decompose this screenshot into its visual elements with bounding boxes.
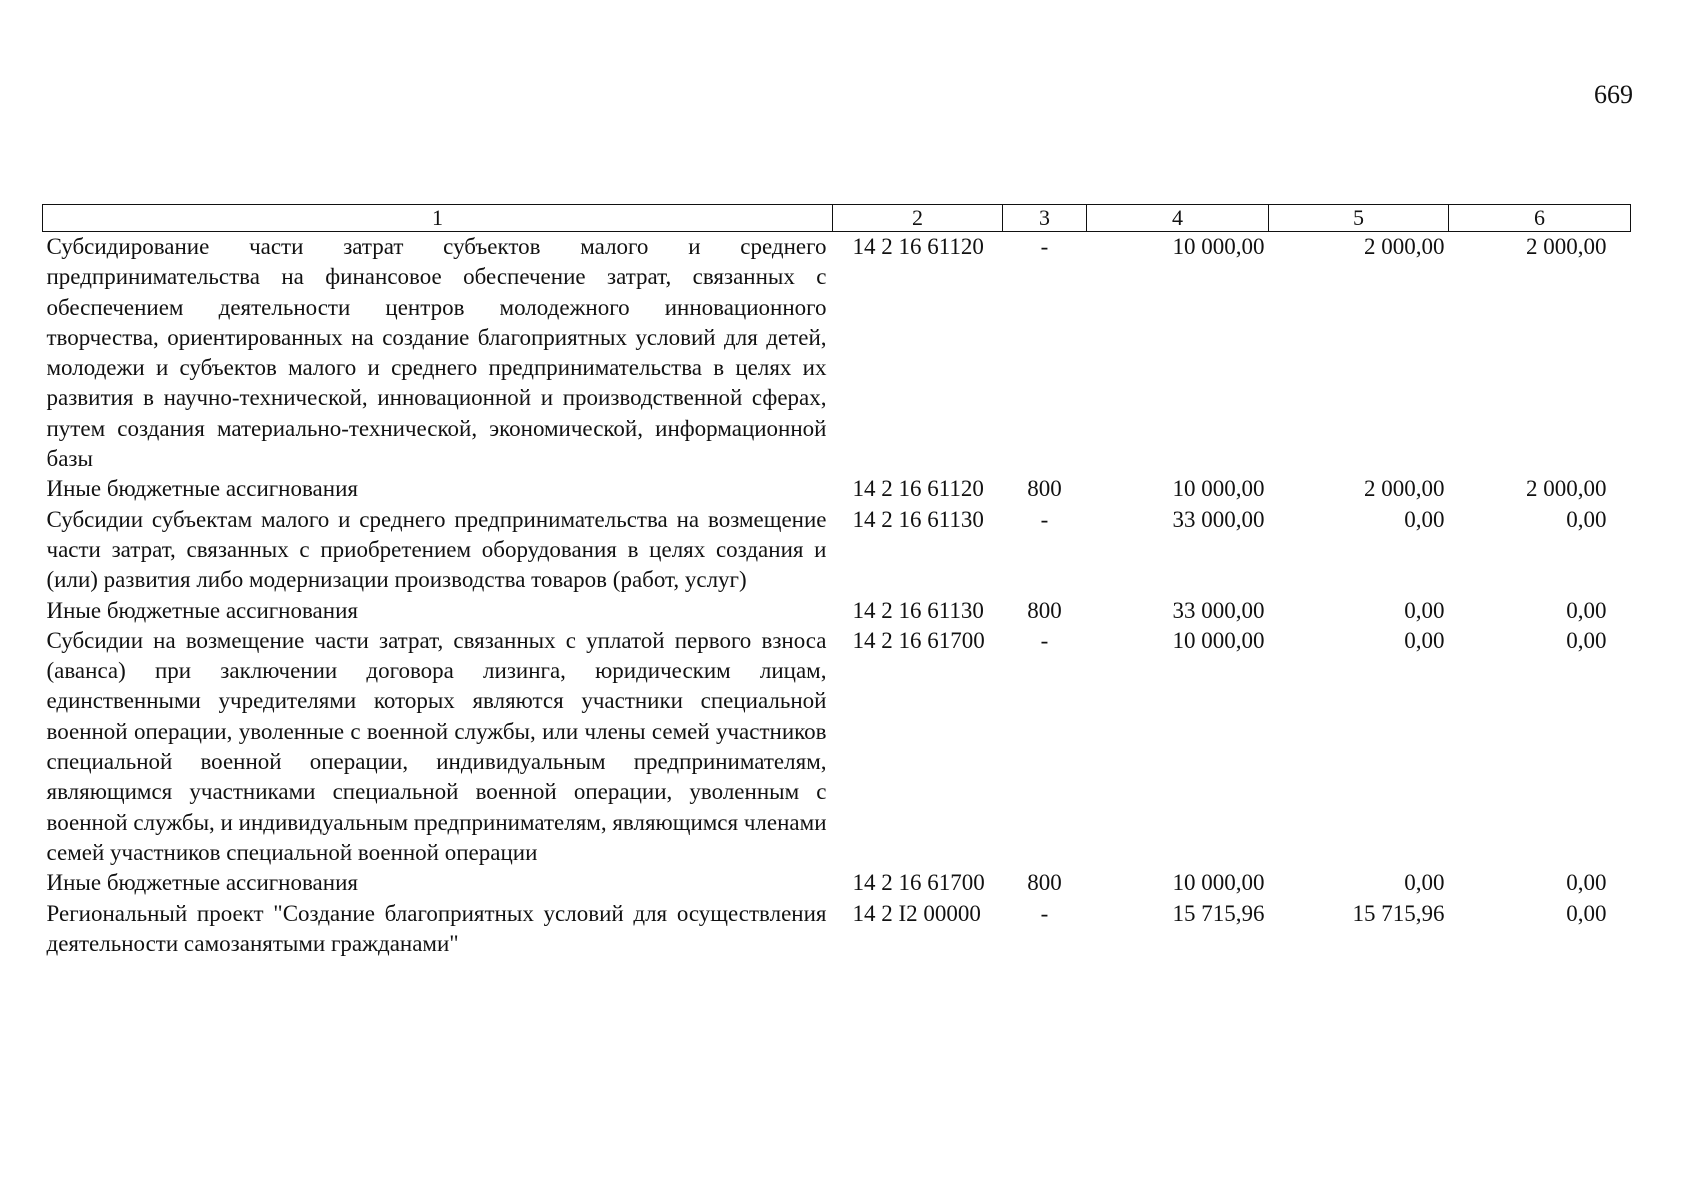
row-amount-3: 0,00 [1566, 870, 1607, 896]
row-name: Региональный проект "Создание благоприятных условий для осуществления деятельности самозанятыми гражданами" [46, 900, 827, 956]
row-code: 14 2 16 61130 [852, 506, 984, 532]
header-col-1: 1 [43, 205, 833, 232]
table-row [43, 474, 1631, 504]
row-name: Субсидии субъектам малого и среднего предпринимательства на возмещение части затрат, связанных с приобретением оборудования в целях создания и (или) развития либо модернизации производства товаров (работ, услуг) [46, 506, 827, 593]
row-amount-2: 2 000,00 [1364, 234, 1445, 259]
row-code: 14 2 16 61700 [852, 870, 985, 896]
row-amount-2: 0,00 [1404, 597, 1445, 623]
row-name: Иные бюджетные ассигнования [46, 870, 358, 896]
row-amount-1: 33 000,00 [1172, 597, 1265, 623]
row-amount-2: 2 000,00 [1364, 476, 1445, 502]
row-code: 14 2 16 61120 [852, 234, 984, 259]
header-col-4: 4 [1087, 205, 1269, 232]
row-name: Субсидии на возмещение части затрат, связанных с уплатой первого взноса (аванса) при заключении договора лизинга, юридическим лицам, единственными учредителями которых являются участники специальной военной операции, уволенные с военной службы, или члены семей участников специальной военной операции, индивидуальным предпринимателям, являющимся участниками специальной военной операции, уволенным с военной службы, и индивидуальным предпринимателям, являющимся членами семей участников специальной военной операции [46, 627, 827, 865]
row-type: - [1040, 627, 1049, 653]
row-amount-3: 0,00 [1566, 597, 1607, 623]
row-amount-3: 0,00 [1566, 900, 1607, 926]
table-row [43, 505, 1631, 596]
row-amount-2: 15 715,96 [1352, 900, 1445, 926]
row-amount-1: 10 000,00 [1172, 870, 1265, 896]
table-row [43, 626, 1631, 868]
budget-table [42, 204, 1631, 959]
header-col-6: 6 [1449, 205, 1631, 232]
row-name: Иные бюджетные ассигнования [46, 597, 358, 623]
header-row [43, 205, 1631, 232]
row-amount-1: 10 000,00 [1172, 476, 1265, 502]
row-amount-3: 0,00 [1566, 506, 1607, 532]
table-row [43, 232, 1631, 475]
row-type: - [1040, 234, 1049, 259]
row-type: 800 [1027, 870, 1062, 896]
row-amount-2: 0,00 [1404, 506, 1445, 532]
row-code: 14 2 I2 00000 [852, 900, 981, 926]
row-amount-3: 2 000,00 [1526, 476, 1607, 502]
row-name: Иные бюджетные ассигнования [46, 476, 358, 502]
row-name: Субсидирование части затрат субъектов малого и среднего предпринимательства на финансовое обеспечение затрат, связанных с обеспечением деятельности центров молодежного инновационного творчества, ориентированных на создание благоприятных условий для детей, молодежи и субъектов малого и среднего предпринимательства в целях их развития в научно-технической, инновационной и производственной сферах, путем создания материально-технической, экономической, информационной базы [46, 234, 827, 472]
row-amount-2: 0,00 [1404, 627, 1445, 653]
row-type: 800 [1027, 476, 1062, 502]
table-row [43, 899, 1631, 960]
row-amount-3: 2 000,00 [1526, 234, 1607, 259]
table-row [43, 868, 1631, 898]
table-body [43, 232, 1631, 960]
table-header [43, 205, 1631, 232]
row-amount-1: 15 715,96 [1172, 900, 1265, 926]
budget-table-container [42, 204, 1630, 959]
row-amount-2: 0,00 [1404, 870, 1445, 896]
row-amount-1: 10 000,00 [1172, 627, 1265, 653]
header-col-3: 3 [1003, 205, 1087, 232]
page-number: 669 [1594, 80, 1633, 109]
table-row [43, 596, 1631, 626]
row-amount-3: 0,00 [1566, 627, 1607, 653]
row-type: 800 [1027, 597, 1062, 623]
header-col-5: 5 [1269, 205, 1449, 232]
row-code: 14 2 16 61130 [852, 597, 984, 623]
row-code: 14 2 16 61700 [852, 627, 985, 653]
header-col-2: 2 [833, 205, 1003, 232]
row-code: 14 2 16 61120 [852, 476, 984, 502]
row-amount-1: 33 000,00 [1172, 506, 1265, 532]
row-amount-1: 10 000,00 [1172, 234, 1265, 259]
row-type: - [1040, 506, 1049, 532]
row-type: - [1040, 900, 1049, 926]
